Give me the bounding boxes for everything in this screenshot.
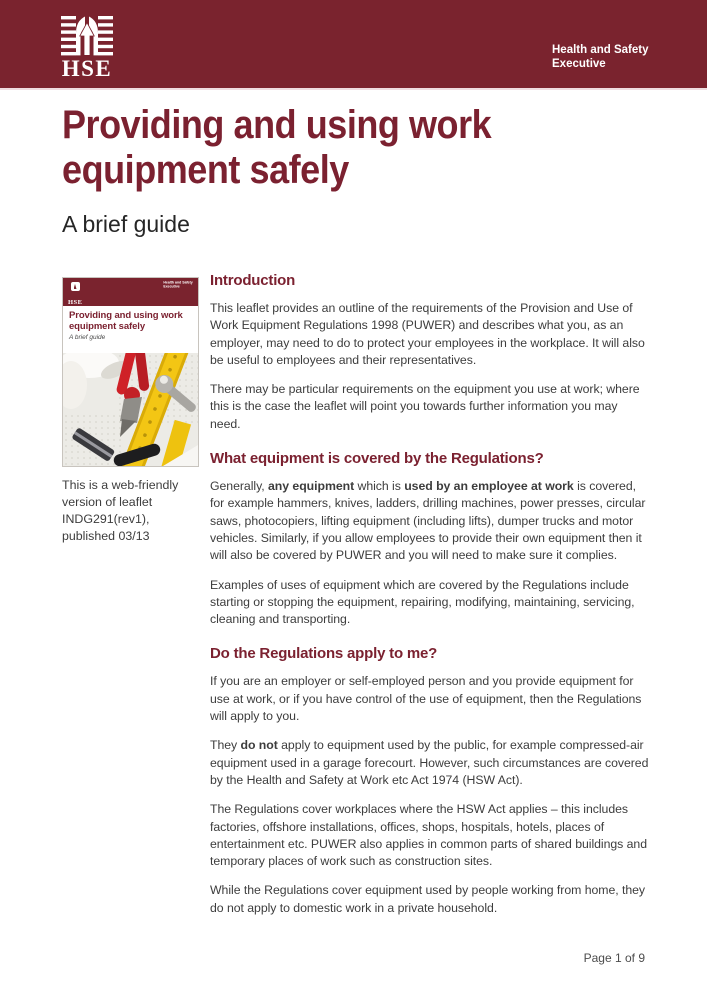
cover-title: Providing and using work equipment safely [69, 310, 183, 332]
paragraph: While the Regulations cover equipment used by people working from home, they do not apply to domestic work in a private household. [210, 883, 646, 915]
hse-logo-text: HSE [61, 56, 113, 81]
paragraph: Examples of uses of equipment which are covered by the Regulations include starting or stopping the equipment, repairing, modifying, maintaining, servicing, cleaning and transporting. [210, 577, 635, 627]
cover-hse-logo-glyph [71, 282, 80, 291]
section-heading: Introduction [210, 272, 296, 289]
paragraph: There may be particular requirements on the equipment you use at work; where this is the case the leaflet will point you towards further information you may need. [210, 382, 640, 431]
paragraph: The Regulations cover workplaces where the HSW Act applies – this includes factories, offshore installations, offices, shops, hospitals, hotels, places of entertainment etc. PUWER also applies in common parts of shared buildings and temporary places of work such as construction sites. [210, 802, 648, 869]
section-do-regulations-apply [210, 644, 651, 917]
paragraph: This leaflet provides an outline of the requirements of the Provision and Use of Work Equipment Regulations 1998 (PUWER) and describes what you, as an employer, may need to do to protect your employees in the workplace. It will also be useful to employees and their representatives. [210, 301, 645, 367]
hse-logo-emblem [61, 15, 113, 56]
page-number: Page 1 of 9 [583, 951, 645, 965]
hse-logo [61, 15, 113, 81]
cover-org-line1: Health and Safety [163, 281, 193, 285]
leaflet-caption: This is a web-friendly version of leaflet INDG291(rev1), published 03/13 [62, 478, 179, 543]
cover-hse-logo [68, 281, 83, 306]
section-heading: What equipment is covered by the Regulations? [210, 450, 544, 468]
page-title: Providing and using work equipment safely [62, 103, 492, 192]
cover-title-area [63, 306, 198, 353]
cover-subtitle: A brief guide [69, 334, 106, 341]
cover-org-name [164, 281, 193, 292]
section-heading: Do the Regulations apply to me? [210, 645, 438, 663]
org-name-line1: Health and Safety [552, 44, 649, 56]
paragraph: Generally, any equipment which is used by an employee at work is covered, for example hammers, knives, ladders, drilling machines, power presses, circular saws, photocopiers, lifting equipment (including lifts), dumper trucks and motor vehicles. Similarly, if you allow employees to provide their own equipment then it will also be covered by PUWER and you will need to make sure it complies. [210, 479, 646, 563]
leaflet-cover-thumbnail [62, 277, 199, 467]
section-introduction [210, 271, 651, 433]
cover-org-line2: Executive [163, 285, 180, 289]
tools-photo [63, 353, 198, 466]
cover-hse-logo-text: HSE [68, 299, 83, 306]
paragraph: They do not apply to equipment used by the public, for example compressed-air equipment used in a garage forecourt. However, such circumstances are covered by the Health and Safety at Work etc Act 1974 (HSW Act). [210, 738, 649, 787]
org-name-line2: Executive [552, 58, 606, 70]
header-bar [0, 0, 707, 88]
section-what-equipment-is-covered [210, 449, 651, 628]
main-content [210, 271, 651, 929]
paragraph: If you are an employer or self-employed person and you provide equipment for use at work, or if you have control of the use of equipment, then the Regulations will apply to you. [210, 674, 642, 724]
org-name [552, 43, 649, 71]
cover-header [63, 278, 198, 306]
page-subtitle: A brief guide [62, 211, 190, 237]
sidebar [62, 277, 202, 545]
header-divider [0, 88, 707, 90]
